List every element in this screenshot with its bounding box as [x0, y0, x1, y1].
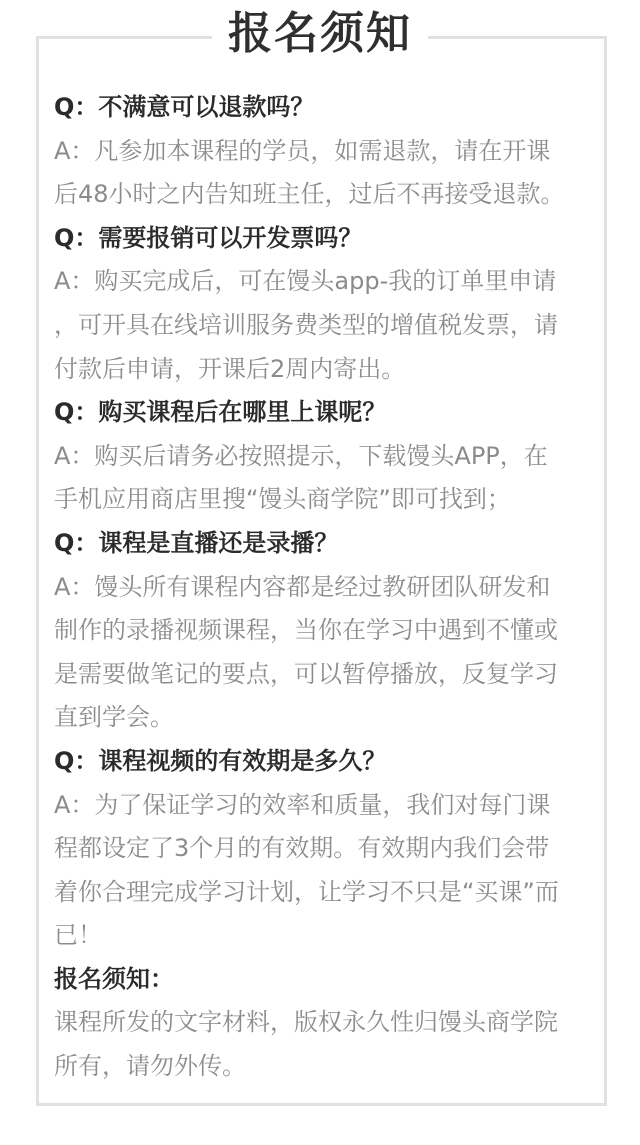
faq-answer-line: 制作的录播视频课程，当你在学习中遇到不懂或: [54, 616, 558, 645]
faq-question: Q：课程视频的有效期是多久？: [54, 746, 387, 775]
faq-answer-line: 后48小时之内告知班主任，过后不再接受退款。: [54, 180, 565, 209]
faq-answer-line: 着你合理完成学习计划，让学习不只是“买课”而: [54, 877, 559, 906]
faq-answer-line: A：为了保证学习的效率和质量，我们对每门课: [54, 790, 551, 819]
faq-answer-line: A：馒头所有课程内容都是经过教研团队研发和: [54, 572, 551, 601]
page-title: 报名须知: [0, 4, 640, 64]
notice-heading: 报名须知：: [54, 964, 174, 993]
faq-answer-line: 付款后申请，开课后2周内寄出。: [54, 354, 406, 383]
faq-answer-line: A：购买后请务必按照提示，下载馒头APP，在: [54, 441, 548, 470]
faq-answer-line: ，可开具在线培训服务费类型的增值税发票，请: [54, 310, 558, 339]
faq-answer-line: A：购买完成后，可在馒头app-我的订单里申请: [54, 267, 557, 296]
faq-content: [54, 86, 590, 1089]
faq-answer-line: 是需要做笔记的要点，可以暂停播放，反复学习: [54, 659, 558, 688]
faq-answer-line: 手机应用商店里搜“馒头商学院”即可找到；: [54, 485, 511, 514]
faq-answer-line: A：凡参加本课程的学员，如需退款，请在开课: [54, 136, 551, 165]
notice-line: 课程所发的文字材料，版权永久性归馒头商学院: [54, 1008, 558, 1037]
faq-question: Q：课程是直播还是录播？: [54, 528, 339, 557]
faq-answer-line: 程都设定了3个月的有效期。有效期内我们会带: [54, 834, 550, 863]
notice-line: 所有，请勿外传。: [54, 1052, 246, 1081]
faq-question: Q：不满意可以退款吗？: [54, 93, 315, 121]
faq-answer-line: 已！: [54, 921, 102, 950]
faq-question: Q：需要报销可以开发票吗？: [54, 223, 363, 252]
faq-answer-line: 直到学会。: [54, 703, 174, 732]
faq-question: Q：购买课程后在哪里上课呢？: [54, 398, 387, 427]
